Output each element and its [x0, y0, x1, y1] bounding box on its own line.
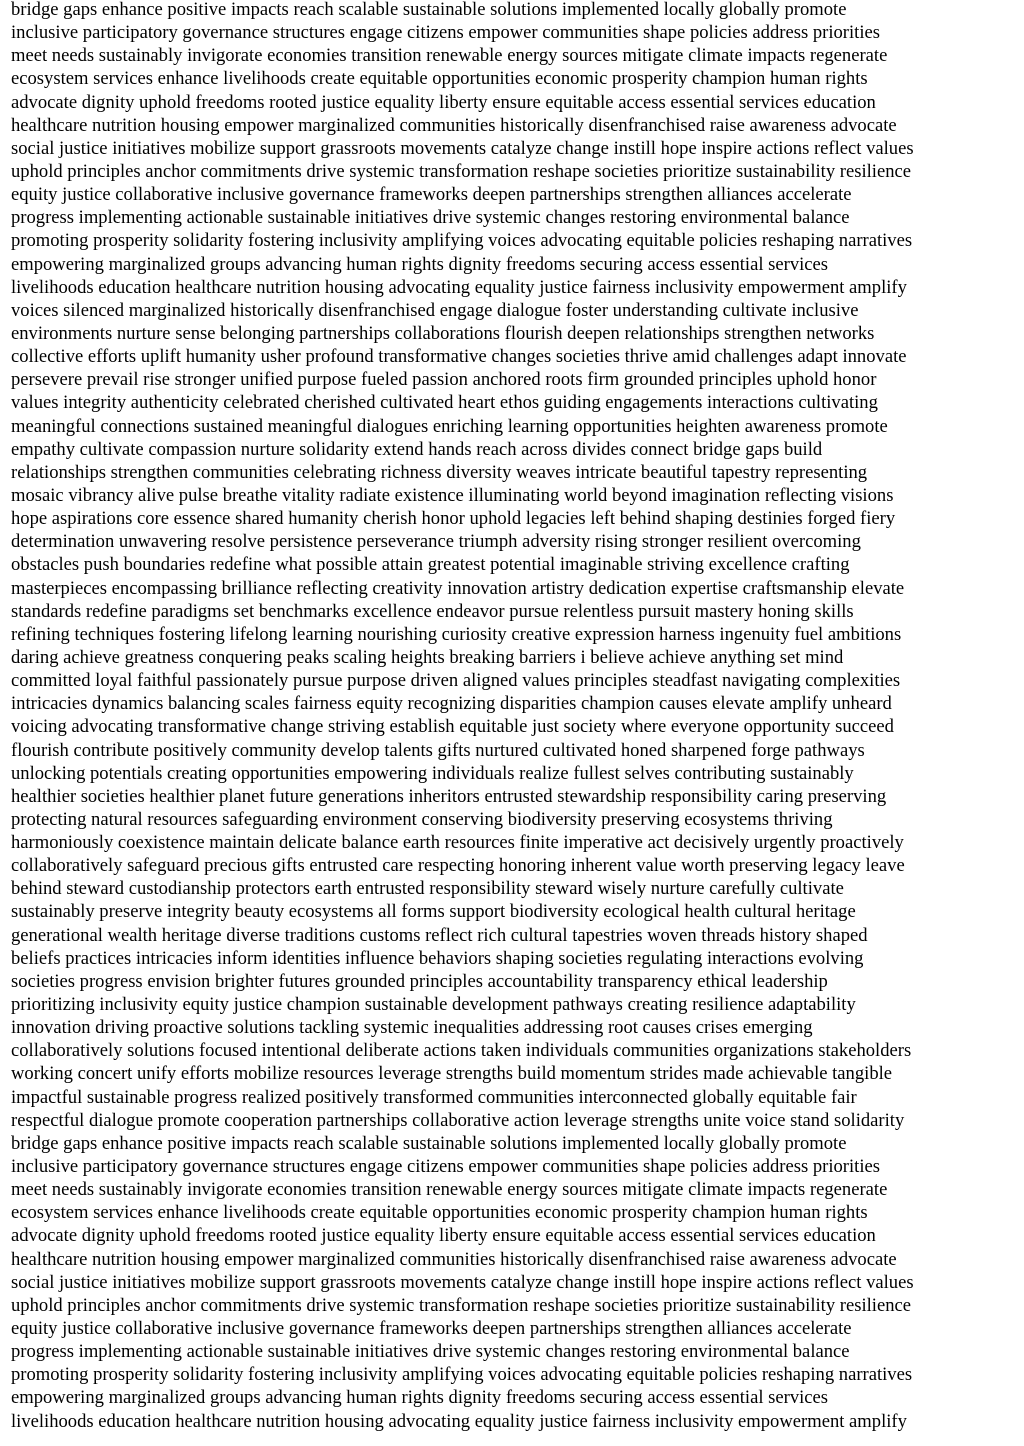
text-line: mosaic vibrancy alive pulse breathe vitality radiate existence illuminating world beyond imagination reflecting visions — [11, 484, 894, 506]
text-line: persevere prevail rise stronger unified purpose fueled passion anchored roots firm grounded principles uphold honor — [11, 369, 877, 391]
text-line: determination unwavering resolve persistence perseverance triumph adversity rising stronger resilient overcoming — [11, 531, 861, 553]
text-line: healthcare nutrition housing empower marginalized communities historically disenfranchised raise awareness advocate — [11, 1248, 897, 1270]
text-line: standards redefine paradigms set benchmarks excellence endeavor pursue relentless pursuit mastery honing skills — [11, 600, 854, 622]
text-line: social justice initiatives mobilize support grassroots movements catalyze change instill hope inspire actions reflect values — [11, 137, 914, 159]
text-line: collaboratively solutions focused intentional deliberate actions taken individuals communities organizations stakeholders — [11, 1040, 912, 1062]
text-line: empowering marginalized groups advancing human rights dignity freedoms securing access essential services — [11, 1387, 829, 1409]
text-line: social justice initiatives mobilize support grassroots movements catalyze change instill hope inspire actions reflect values — [11, 1271, 914, 1293]
text-line: progress implementing actionable sustainable initiatives drive systemic changes restoring environmental balance — [11, 1341, 850, 1363]
text-line: sustainably preserve integrity beauty ecosystems all forms support biodiversity ecological health cultural heritage — [11, 901, 856, 923]
text-line: unlocking potentials creating opportunities empowering individuals realize fullest selves contributing sustainably — [11, 762, 854, 784]
text-line: impactful sustainable progress realized positively transformed communities interconnected globally equitable fair — [11, 1086, 857, 1108]
text-line: inclusive participatory governance structures engage citizens empower communities shape policies address priorities — [11, 22, 880, 44]
text-line: prioritizing inclusivity equity justice champion sustainable development pathways creating resilience adaptability — [11, 994, 856, 1016]
text-line: inclusive participatory governance structures engage citizens empower communities shape policies address priorities — [11, 1156, 880, 1178]
text-line: relationships strengthen communities celebrating richness diversity weaves intricate beautiful tapestry representing — [11, 461, 868, 483]
text-line: values integrity authenticity celebrated cherished cultivated heart ethos guiding engagements interactions cultivating — [11, 392, 878, 414]
text-line: beliefs practices intricacies inform identities influence behaviors shaping societies regulating interactions evolving — [11, 947, 864, 969]
text-line: livelihoods education healthcare nutrition housing advocating equality justice fairness inclusivity empowerment amplify — [11, 1410, 907, 1432]
text-line: innovation driving proactive solutions tackling systemic inequalities addressing root causes crises emerging — [11, 1017, 813, 1039]
text-line: meaningful connections sustained meaningful dialogues enriching learning opportunities heighten awareness promote — [11, 415, 888, 437]
text-line: progress implementing actionable sustainable initiatives drive systemic changes restoring environmental balance — [11, 207, 850, 229]
text-line: societies progress envision brighter futures grounded principles accountability transparency ethical leadership — [11, 970, 828, 992]
text-line: committed loyal faithful passionately pursue purpose driven aligned values principles steadfast navigating complexities — [11, 670, 901, 692]
text-line: refining techniques fostering lifelong learning nourishing curiosity creative expression harness ingenuity fuel ambitions — [11, 623, 902, 645]
text-line: working concert unify efforts mobilize resources leverage strengths build momentum strides made achievable tangible — [11, 1063, 893, 1085]
text-line: flourish contribute positively community develop talents gifts nurtured cultivated honed sharpened forge pathways — [11, 739, 865, 761]
text-line: masterpieces encompassing brilliance reflecting creativity innovation artistry dedication expertise craftsmanship elevate — [11, 577, 905, 599]
text-line: empowering marginalized groups advancing human rights dignity freedoms securing access essential services — [11, 253, 829, 275]
text-line: advocate dignity uphold freedoms rooted justice equality liberty ensure equitable access essential services education — [11, 91, 876, 113]
text-line: ecosystem services enhance livelihoods create equitable opportunities economic prosperity champion human rights — [11, 68, 868, 90]
text-line: bridge gaps enhance positive impacts reach scalable sustainable solutions implemented locally globally promote — [11, 1132, 847, 1154]
text-line: hope aspirations core essence shared humanity cherish honor uphold legacies left behind shaping destinies forged fiery — [11, 508, 896, 530]
text-line: collaboratively safeguard precious gifts entrusted care respecting honoring inherent value worth preserving legacy leave — [11, 855, 905, 877]
text-line: intricacies dynamics balancing scales fairness equity recognizing disparities champion causes elevate amplify unheard — [11, 693, 892, 715]
text-line: healthier societies healthier planet future generations inheritors entrusted stewardship responsibility caring preserving — [11, 785, 887, 807]
text-line: ecosystem services enhance livelihoods create equitable opportunities economic prosperity champion human rights — [11, 1202, 868, 1224]
text-line: livelihoods education healthcare nutrition housing advocating equality justice fairness inclusivity empowerment amplify — [11, 276, 907, 298]
text-line: voices silenced marginalized historically disenfranchised engage dialogue foster understanding cultivate inclusive — [11, 299, 859, 321]
text-line: uphold principles anchor commitments drive systemic transformation reshape societies prioritize sustainability resilience — [11, 160, 911, 182]
text-line: equity justice collaborative inclusive governance frameworks deepen partnerships strengthen alliances accelerate — [11, 184, 852, 206]
text-line: uphold principles anchor commitments drive systemic transformation reshape societies prioritize sustainability resilience — [11, 1294, 911, 1316]
text-line: promoting prosperity solidarity fostering inclusivity amplifying voices advocating equitable policies reshaping narratives — [11, 1364, 913, 1386]
text-line: equity justice collaborative inclusive governance frameworks deepen partnerships strengthen alliances accelerate — [11, 1318, 852, 1340]
text-line: promoting prosperity solidarity fostering inclusivity amplifying voices advocating equitable policies reshaping narratives — [11, 230, 913, 252]
text-line: voicing advocating transformative change striving establish equitable just society where everyone opportunity succeed — [11, 716, 894, 738]
text-line: healthcare nutrition housing empower marginalized communities historically disenfranchised raise awareness advocate — [11, 114, 897, 136]
text-line: environments nurture sense belonging partnerships collaborations flourish deepen relationships strengthen networks — [11, 322, 875, 344]
text-line: generational wealth heritage diverse traditions customs reflect rich cultural tapestries woven threads history shaped — [11, 924, 868, 946]
text-line: respectful dialogue promote cooperation partnerships collaborative action leverage strengths unite voice stand solidarity — [11, 1109, 905, 1131]
text-line: meet needs sustainably invigorate economies transition renewable energy sources mitigate climate impacts regenerate — [11, 45, 888, 67]
text-line: behind steward custodianship protectors earth entrusted responsibility steward wisely nurture carefully cultivate — [11, 878, 844, 900]
text-line: collective efforts uplift humanity usher profound transformative changes societies thrive amid challenges adapt innovate — [11, 346, 907, 368]
body-text — [11, 0, 1024, 1435]
text-line: obstacles push boundaries redefine what possible attain greatest potential imaginable striving excellence crafting — [11, 554, 850, 576]
text-line: advocate dignity uphold freedoms rooted justice equality liberty ensure equitable access essential services education — [11, 1225, 876, 1247]
text-line: empathy cultivate compassion nurture solidarity extend hands reach across divides connect bridge gaps build — [11, 438, 823, 460]
text-line: harmoniously coexistence maintain delicate balance earth resources finite imperative act decisively urgently proactively — [11, 832, 904, 854]
text-line: meet needs sustainably invigorate economies transition renewable energy sources mitigate climate impacts regenerate — [11, 1179, 888, 1201]
text-line: protecting natural resources safeguarding environment conserving biodiversity preserving ecosystems thriving — [11, 808, 833, 830]
text-line: bridge gaps enhance positive impacts reach scalable sustainable solutions implemented locally globally promote — [11, 0, 847, 20]
text-line: daring achieve greatness conquering peaks scaling heights breaking barriers i believe achieve anything set mind — [11, 646, 844, 668]
